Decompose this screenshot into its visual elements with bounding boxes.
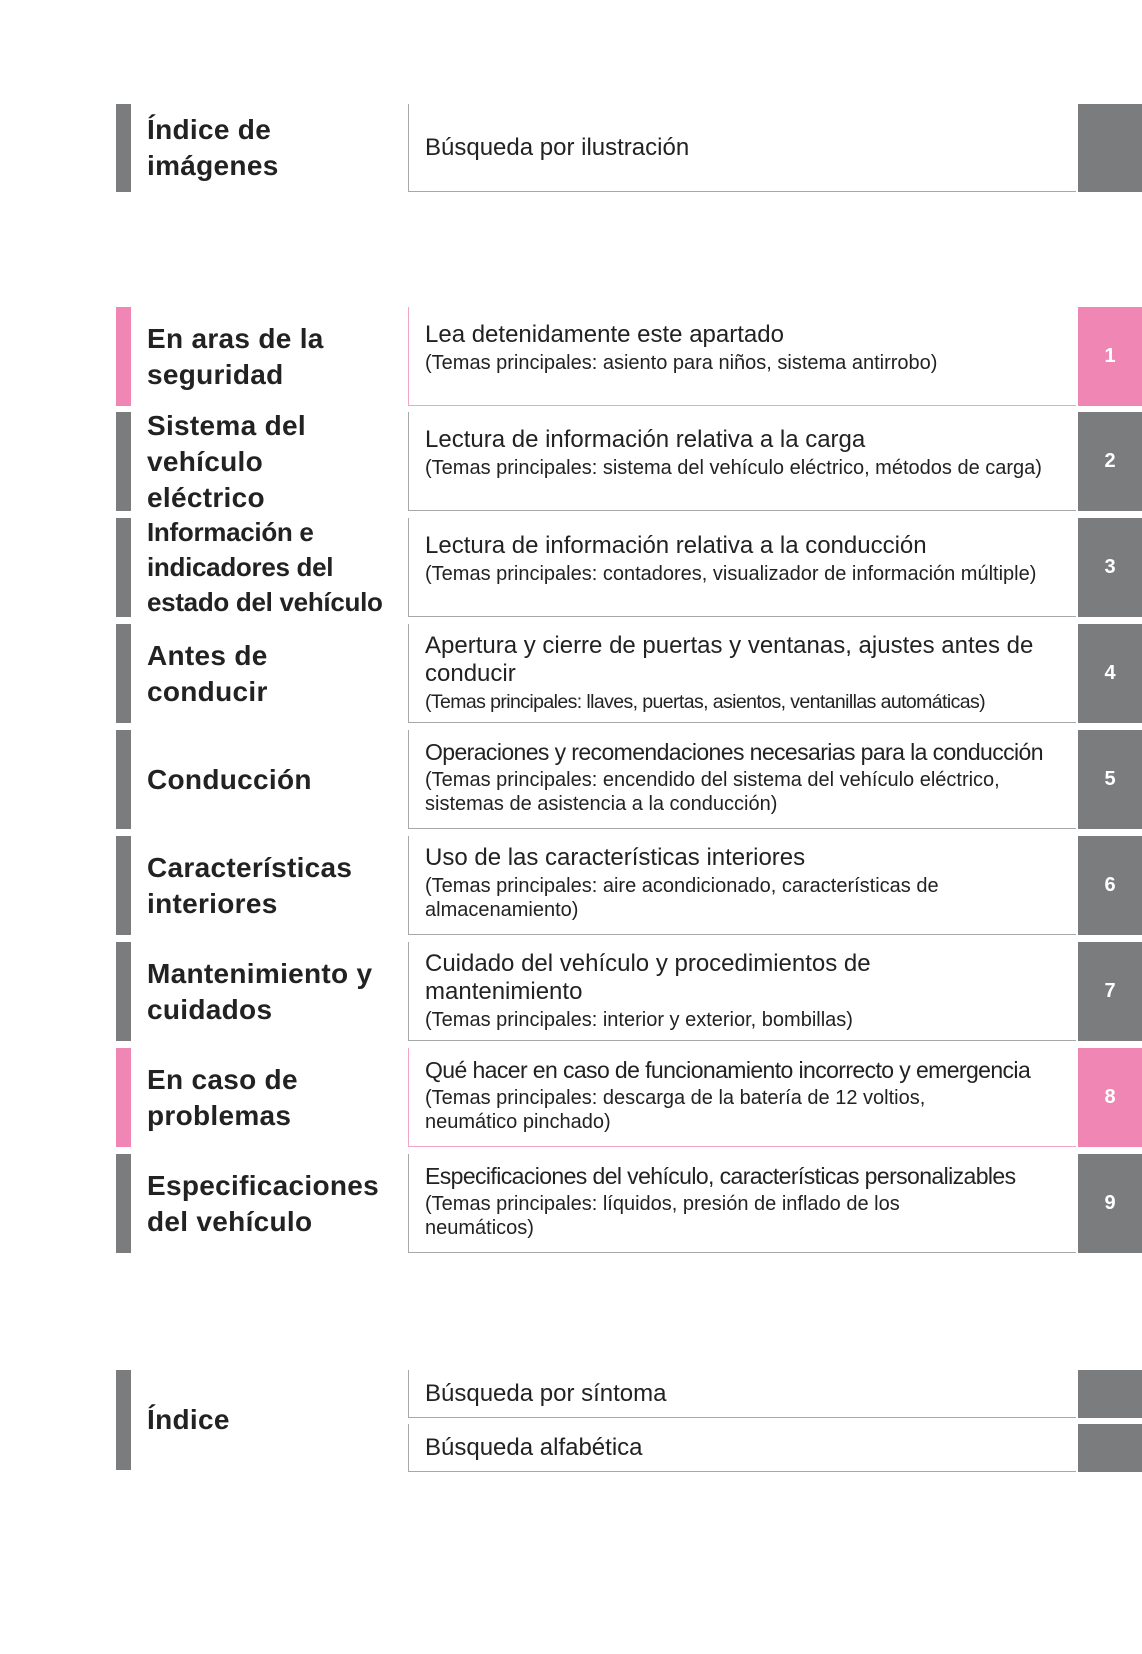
chapter-bar (116, 1154, 131, 1253)
chapter-entry[interactable] (408, 942, 1076, 1041)
chapter-title: Lectura de información relativa a la carga (425, 426, 866, 453)
chapter-subtitle: (Temas principales: interior y exterior, bombillas) (425, 1009, 853, 1031)
chapter-2 (0, 409, 1142, 513)
index-entry-symptom-row (0, 1370, 1142, 1418)
chapter-tab-9[interactable]: 9 (1078, 1154, 1142, 1253)
index-label: Índice (147, 1404, 230, 1435)
chapter-subtitle: (Temas principales: asiento para niños, sistema antirrobo) (425, 352, 938, 374)
index-entry-alpha-row (0, 1424, 1142, 1472)
index-entry-symptom-title: Búsqueda por síntoma (425, 1379, 667, 1407)
chapter-subtitle: (Temas principales: líquidos, presión de inflado de los neumáticos) (425, 1193, 900, 1239)
chapter-tab-6[interactable]: 6 (1078, 836, 1142, 935)
chapter-subtitle: (Temas principales: encendido del sistema del vehículo eléctrico, sistemas de asistencia a la conducción) (425, 769, 1000, 815)
chapter-subtitle: (Temas principales: contadores, visualizador de información múltiple) (425, 563, 1037, 585)
chapter-entry[interactable] (408, 412, 1076, 511)
chapter-label: Sistema del vehículo eléctrico (147, 409, 306, 513)
chapter-title: Operaciones y recomendaciones necesarias para la conducción (425, 739, 1043, 765)
chapter-subtitle: (Temas principales: descarga de la batería de 12 voltios, neumático pinchado) (425, 1087, 926, 1133)
chapter-label: Antes de conducir (147, 639, 268, 707)
image-index-section (0, 104, 1142, 192)
chapter-title: Apertura y cierre de puertas y ventanas, ajustes antes de conducir (425, 632, 1034, 687)
chapter-tab-7[interactable]: 7 (1078, 942, 1142, 1041)
chapter-entry[interactable] (408, 730, 1076, 829)
chapter-label: Especificaciones del vehículo (147, 1169, 380, 1237)
chapter-8 (0, 1048, 1142, 1147)
chapter-entry[interactable] (408, 518, 1076, 617)
chapter-label: Información e indicadores del estado del vehículo (147, 517, 383, 617)
index-entry-symptom[interactable] (408, 1370, 1076, 1418)
chapter-tab-5[interactable]: 5 (1078, 730, 1142, 829)
chapter-6 (0, 836, 1142, 935)
chapter-bar (116, 1048, 131, 1147)
chapter-7 (0, 942, 1142, 1041)
chapter-subtitle: (Temas principales: sistema del vehículo eléctrico, métodos de carga) (425, 457, 1042, 479)
chapter-9 (0, 1154, 1142, 1253)
chapter-subtitle: (Temas principales: aire acondicionado, características de almacenamiento) (425, 875, 939, 921)
chapter-entry[interactable] (408, 836, 1076, 935)
chapter-entry[interactable] (408, 624, 1076, 723)
chapter-title: Lea detenidamente este apartado (425, 321, 784, 348)
chapter-subtitle: (Temas principales: llaves, puertas, asientos, ventanillas automáticas) (425, 691, 986, 713)
chapter-bar (116, 412, 131, 511)
image-index-tab[interactable] (1078, 104, 1142, 192)
chapter-bar (116, 836, 131, 935)
section-bar (116, 104, 131, 192)
chapter-tab-2[interactable]: 2 (1078, 412, 1142, 511)
chapter-title: Uso de las características interiores (425, 844, 806, 871)
chapter-tab-4[interactable]: 4 (1078, 624, 1142, 723)
index-entry-alphabetical[interactable] (408, 1424, 1076, 1472)
chapter-1 (0, 307, 1142, 406)
chapter-label: En caso de problemas (147, 1063, 298, 1131)
index-tab-alphabetical[interactable] (1078, 1424, 1142, 1472)
chapter-3 (0, 518, 1142, 617)
chapter-entry[interactable] (408, 1048, 1076, 1147)
chapter-title: Lectura de información relativa a la conducción (425, 532, 927, 559)
image-index-entry-title: Búsqueda por ilustración (425, 133, 690, 161)
chapter-tab-3[interactable]: 3 (1078, 518, 1142, 617)
chapter-5 (0, 730, 1142, 829)
chapter-label: En aras de la seguridad (147, 322, 324, 390)
chapter-bar (116, 624, 131, 723)
index-tab-symptom[interactable] (1078, 1370, 1142, 1418)
chapter-bar (116, 518, 131, 617)
chapter-4 (0, 624, 1142, 723)
chapter-label: Características interiores (147, 851, 353, 919)
image-index-entry[interactable] (408, 104, 1076, 192)
chapter-label: Mantenimiento y cuidados (147, 957, 373, 1025)
chapter-bar (116, 942, 131, 1041)
chapter-entry[interactable] (408, 1154, 1076, 1253)
chapter-entry[interactable] (408, 307, 1076, 406)
chapter-title: Cuidado del vehículo y procedimientos de mantenimiento (425, 950, 871, 1005)
index-entry-alphabetical-title: Búsqueda alfabética (425, 1433, 643, 1461)
chapter-bar (116, 730, 131, 829)
chapter-title: Qué hacer en caso de funcionamiento incorrecto y emergencia (425, 1057, 1031, 1083)
chapter-tab-8[interactable]: 8 (1078, 1048, 1142, 1147)
chapter-tab-1[interactable]: 1 (1078, 307, 1142, 406)
chapter-title: Especificaciones del vehículo, características personalizables (425, 1163, 1016, 1189)
chapter-label: Conducción (147, 763, 312, 795)
image-index-label: Índice de imágenes (147, 114, 279, 181)
chapter-bar (116, 307, 131, 406)
